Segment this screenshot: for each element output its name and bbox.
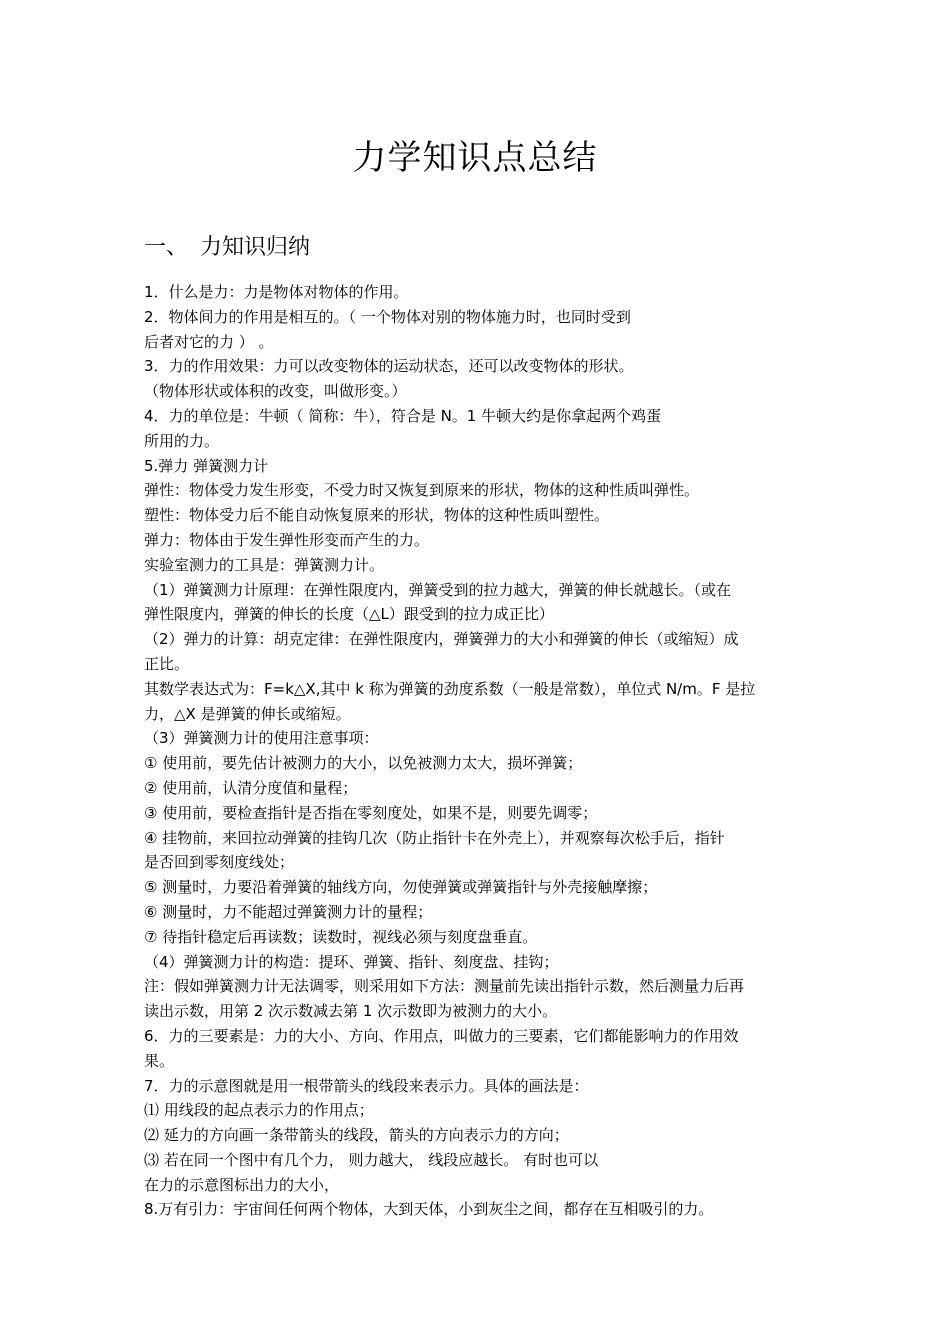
text-line: ⑶ 若在同一个图中有几个力， 则力越大， 线段应越长。 有时也可以	[144, 1150, 599, 1169]
text-line: ⑴ 用线段的起点表示力的作用点；	[144, 1101, 374, 1120]
text-line: 弹性：物体受力发生形变，不受力时又恢复到原来的形状，物体的这种性质叫弹性。	[144, 481, 700, 500]
text-line: 力，△X 是弹簧的伸长或缩短。	[144, 704, 351, 723]
text-line: 7．力的示意图就是用一根带箭头的线段来表示力。具体的画法是：	[144, 1076, 589, 1095]
text-line: 读出示数，用第 2 次示数减去第 1 次示数即为被测力的大小。	[144, 1002, 558, 1021]
text-line: 4．力的单位是：牛顿（ 简称：牛），符合是 N。1 牛顿大约是你拿起两个鸡蛋	[144, 406, 662, 425]
text-line: 弹力：物体由于发生弹性形变而产生的力。	[144, 530, 430, 549]
text-line: ④ 挂物前，来回拉动弹簧的挂钩几次（防止指针卡在外壳上），并观察每次松手后，指针	[144, 828, 725, 847]
text-line: 在力的示意图标出力的大小，	[144, 1175, 340, 1194]
text-line: ⑦ 待指针稳定后再读数；读数时，视线必须与刻度盘垂直。	[144, 927, 538, 946]
text-line: 所用的力。	[144, 431, 220, 450]
text-line: ③ 使用前，要检查指针是否指在零刻度处，如果不是，则要先调零；	[144, 803, 598, 822]
text-line: ⑤ 测量时，力要沿着弹簧的轴线方向，勿使弹簧或弹簧指针与外壳接触摩擦；	[144, 878, 658, 897]
text-line: 塑性：物体受力后不能自动恢复原来的形状，物体的这种性质叫塑性。	[144, 506, 610, 525]
text-line: 果。	[144, 1051, 175, 1070]
text-line: 是否回到零刻度线处；	[144, 853, 295, 872]
text-line: ① 使用前，要先估计被测力的大小，以免被测力太大，损坏弹簧；	[144, 754, 583, 773]
text-line: 后者对它的力 ） 。	[144, 332, 274, 351]
text-line: 3．力的作用效果：力可以改变物体的运动状态，还可以改变物体的形状。	[144, 357, 634, 376]
body-text	[144, 280, 812, 1222]
text-line: （2）弹力的计算：胡克定律：在弹性限度内，弹簧弹力的大小和弹簧的伸长（或缩短）成	[144, 630, 739, 649]
text-line: 正比。	[144, 654, 190, 673]
text-line: 6．力的三要素是：力的大小、方向、作用点，叫做力的三要素，它们都能影响力的作用效	[144, 1026, 739, 1045]
text-line: 8.万有引力：宇宙间任何两个物体，大到天体，小到灰尘之间，都存在互相吸引的力。	[144, 1200, 714, 1219]
text-line: 2．物体间力的作用是相互的。（ 一个物体对别的物体施力时，也同时受到	[144, 307, 631, 326]
section-heading	[144, 232, 310, 264]
text-line: ⑥ 测量时，力不能超过弹簧测力计的量程；	[144, 902, 433, 921]
section-heading-text: 力知识归纳	[200, 235, 311, 260]
text-line: 其数学表达式为：F=k△X,其中 k 称为弹簧的劲度系数（一般是常数），单位式 N/m。F 是拉	[144, 679, 756, 698]
text-line: （4）弹簧测力计的构造：提环、弹簧、指针、刻度盘、挂钩；	[144, 952, 559, 971]
section-number: 一、	[144, 235, 189, 260]
text-line: （1）弹簧测力计原理：在弹性限度内，弹簧受到的拉力越大，弹簧的伸长就越长。（或在	[144, 580, 732, 599]
text-line: 1．什么是力：力是物体对物体的作用。	[144, 283, 409, 301]
text-line: （3）弹簧测力计的使用注意事项：	[144, 729, 379, 748]
text-line: 弹性限度内，弹簧的伸长的长度（△L）跟受到的拉力成正比）	[144, 605, 554, 624]
text-line: ⑵ 延力的方向画一条带箭头的线段，箭头的方向表示力的方向；	[144, 1126, 569, 1145]
text-line: 实验室测力的工具是：弹簧测力计。	[144, 555, 385, 574]
text-line: ② 使用前，认清分度值和量程；	[144, 778, 358, 797]
text-line: 注：假如弹簧测力计无法调零，则采用如下方法：测量前先读出指针示数，然后测量力后再	[144, 977, 745, 996]
text-line: （物体形状或体积的改变，叫做形变。）	[144, 382, 407, 401]
text-line: 5.弹力 弹簧测力计	[144, 456, 269, 475]
document-title: 力学知识点总结	[352, 138, 598, 178]
